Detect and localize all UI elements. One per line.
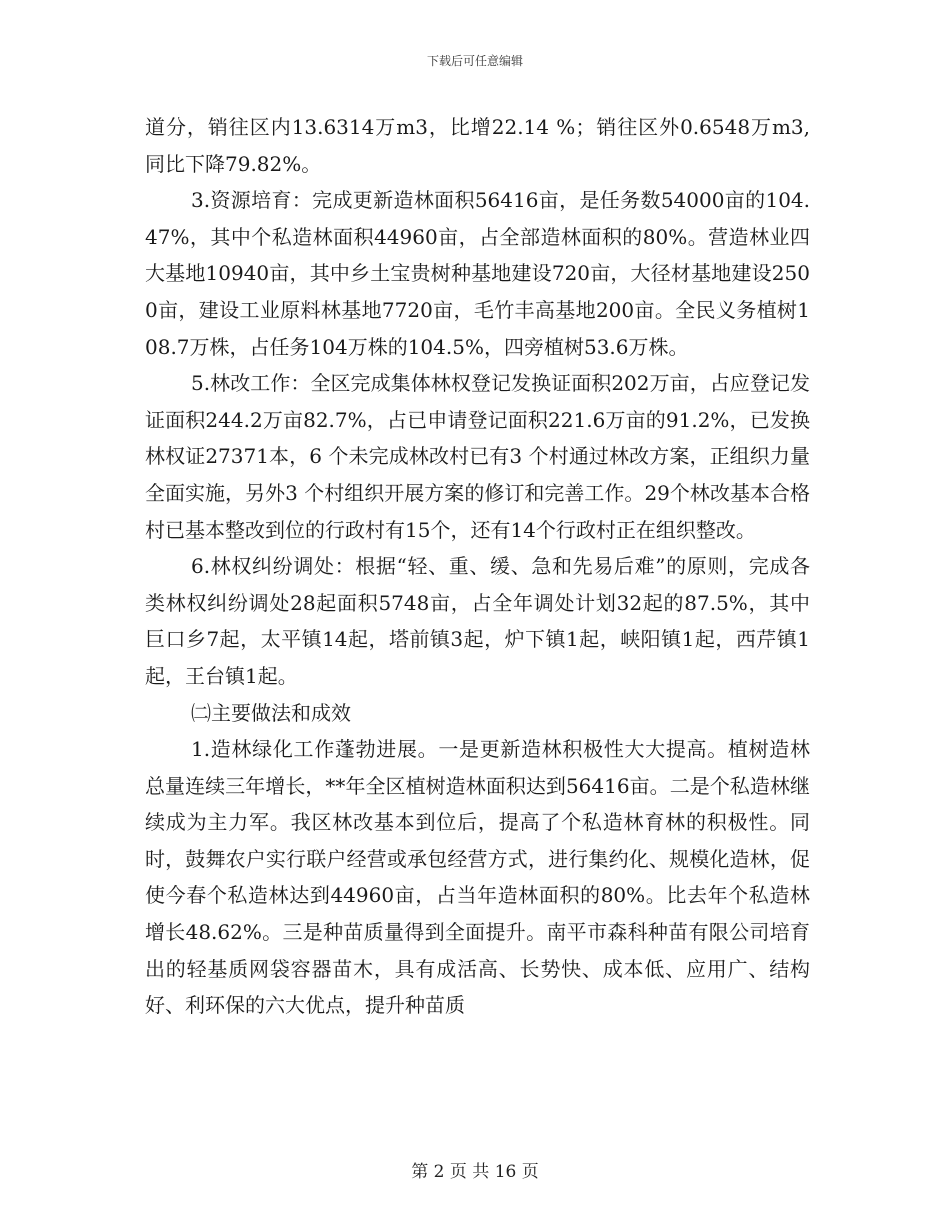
paragraph-afforestation-progress: 1.造林绿化工作蓬勃进展。一是更新造林积极性大大提高。植树造林总量连续三年增长，**年全区植树造林面积达到56416亩。二是个私造林继续成为主力军。我区林改基本到位后，提高了个私造林育林的积极性。同时，鼓舞农户实行联户经营或承包经营方式，进行集约化、规模化造林，促使今春个私造林达到44960亩，占当年造林面积的80%。比去年个私造林增长48.62%。三是种苗质量得到全面提升。南平市森科种苗有限公司培育出的轻基质网袋容器苗木，具有成活高、长势快、成本低、应用广、结构好、利环保的六大优点，提升种苗质 bbox=[145, 737, 810, 1018]
paragraph-forest-reform: 5.林改工作：全区完成集体林权登记发换证面积202万亩，占应登记发证面积244.2万亩82.7%，占已申请登记面积221.6万亩的91.2%，已发换林权证27371本，6 个未完成林改村已有3 个村通过林改方案，正组织力量全面实施，另外3 个村组织开展方案的修订和完善工作。29个林改基本合格村已基本整改到位的行政村有15个，还有14个行政村正在组织整改。 bbox=[145, 371, 810, 542]
section-heading-main-practices: ㈡主要做法和成效 bbox=[191, 700, 351, 725]
paragraph-sales-continuation: 道分，销往区内13.6314万m3，比增22.14 %；销往区外0.6548万m3,同比下降79.82%。 bbox=[145, 115, 810, 176]
paragraph-resource-cultivation: 3.资源培育：完成更新造林面积56416亩，是任务数54000亩的104.47%，其中个私造林面积44960亩，占全部造林面积的80%。营造林业四大基地10940亩，其中乡土宝贵树种基地建设720亩，大径材基地建设2500亩，建设工业原料林基地7720亩，毛竹丰高基地200亩。全民义务植树108.7万株，占任务104万株的104.5%，四旁植树53.6万株。 bbox=[145, 188, 810, 359]
paragraph-dispute-mediation: 6.林权纠纷调处：根据“轻、重、缓、急和先易后难”的原则，完成各类林权纠纷调处28起面积5748亩，占全年调处计划32起的87.5%，其中巨口乡7起，太平镇14起，塔前镇3起，炉下镇1起，峡阳镇1起，西芹镇1起，王台镇1起。 bbox=[145, 554, 810, 688]
page-footer: 第 2 页 共 16 页 bbox=[411, 1162, 539, 1182]
document-body bbox=[145, 109, 810, 1024]
page-header: 下载后可任意编辑 bbox=[426, 54, 523, 68]
